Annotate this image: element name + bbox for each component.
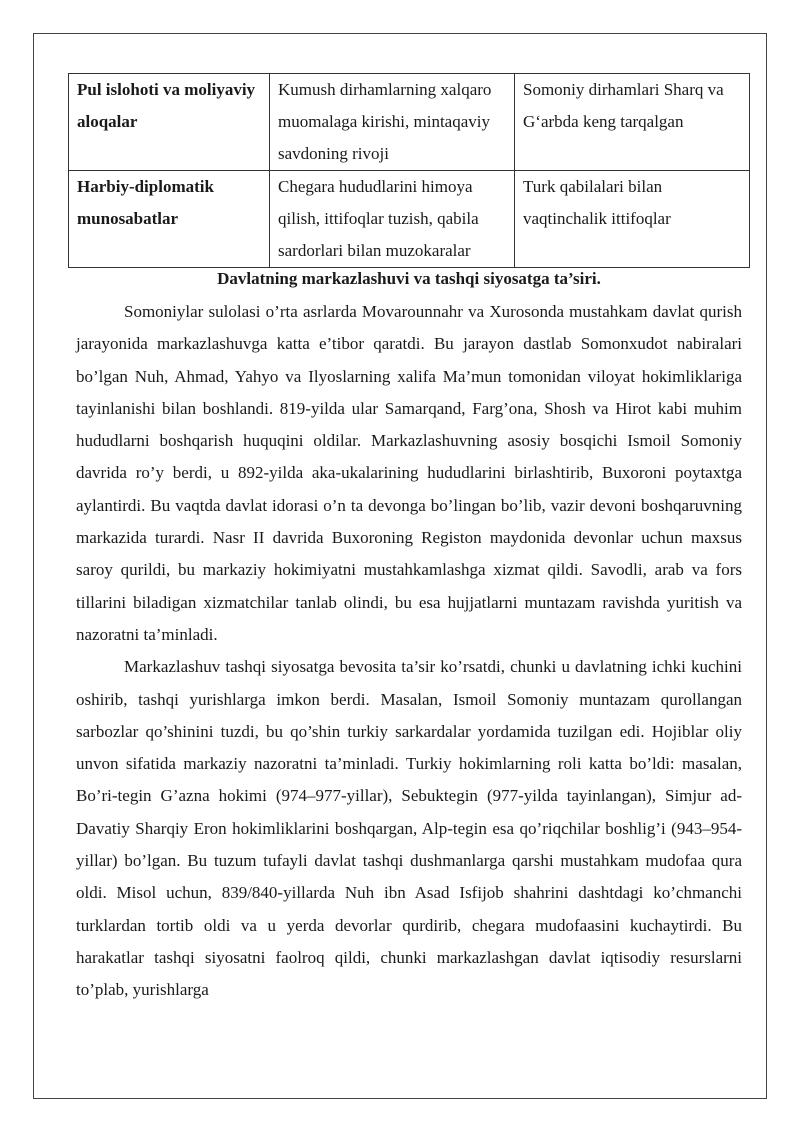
table-cell-category: Pul islohoti va moliyaviy aloqalar [69,74,270,171]
table-row [69,74,750,171]
table-row [69,171,750,268]
comparison-table [68,73,750,268]
table-cell-description: Chegara hududlarini himoya qilish, ittifoqlar tuzish, qabila sardorlari bilan muzokaralar [270,171,515,268]
table-cell-category: Harbiy-diplomatik munosabatlar [69,171,270,268]
section-body [76,296,742,1007]
paragraph: Somoniylar sulolasi o’rta asrlarda Movarounnahr va Xurosonda mustahkam davlat qurish jarayonida markazlashuvga katta e’tibor qaratdi. Bu jarayon dastlab Somonxudot nabiralari bo’lgan Nuh, Ahmad, Yahyo va Ilyoslarning xalifa Ma’mun tomonidan viloyat hokimliklariga tayinlanishi bilan boshlandi. 819-yilda ular Samarqand, Farg’ona, Shosh va Hirot kabi muhim hududlarni boshqarish huquqini oldilar. Markazlashuvning asosiy bosqichi Ismoil Somoniy davrida ro’y berdi, u 892-yilda aka-ukalarining hududlarini birlashtirib, Buxoroni poytaxtga aylantirdi. Bu vaqtda davlat idorasi o’n ta devonga bo’lingan bo’lib, vazir devoni boshqaruvning markazida turardi. Nasr II davrida Buxoroning Registon maydonida devonlar uchun maxsus saroy qurildi, bu markaziy hokimiyatni mustahkamlashga xizmat qildi. Savodli, arab va fors tillarini biladigan xizmatchilar tanlab olindi, bu esa hujjatlarni muntazam ravishda yuritish va nazoratni ta’minladi. [76,302,742,644]
paragraph: Markazlashuv tashqi siyosatga bevosita ta’sir ko’rsatdi, chunki u davlatning ichki kuchini oshirib, tashqi yurishlarga imkon berdi. Masalan, Ismoil Somoniy muntazam qurollangan sarbozlar qo’shinini tuzdi, bu qo’shin turkiy sarkardalar yordamida tuzilgan edi. Hojiblar oliy unvon sifatida markaziy nazoratni ta’minladi. Turkiy hokimlarning roli katta bo’ldi: masalan, Bo’ri-tegin G’azna hokimi (974–977-yillar), Sebuktegin (977-yilda tayinlangan), Simjur ad-Davatiy Sharqiy Eron hokimliklarini boshqargan, Alp-tegin esa qo’riqchilar boshlig’i (943–954-yillar) bo’lgan. Bu tuzum tufayli davlat tashqi dushmanlarga qarshi mustahkam mudofaa qura oldi. Misol uchun, 839/840-yillarda Nuh ibn Asad Isfijob shahrini dashtdagi ko’chmanchi turklardan tortib oldi va u yerda devorlar qurdirib, chegara mudofaasini kuchaytirdi. Bu harakatlar tashqi siyosatni faolroq qildi, chunki markazlashgan davlat iqtisodiy resurslarni to’plab, yurishlarga [76,657,742,1000]
table-cell-description: Kumush dirhamlarning xalqaro muomalaga kirishi, mintaqaviy savdoning rivoji [270,74,515,171]
section-heading: Davlatning markazlashuvi va tashqi siyosatga ta’siri. [217,269,601,288]
table-cell-example: Turk qabilalari bilan vaqtinchalik ittifoqlar [515,171,750,268]
table-cell-example: Somoniy dirhamlari Sharq va G‘arbda keng tarqalgan [515,74,750,171]
